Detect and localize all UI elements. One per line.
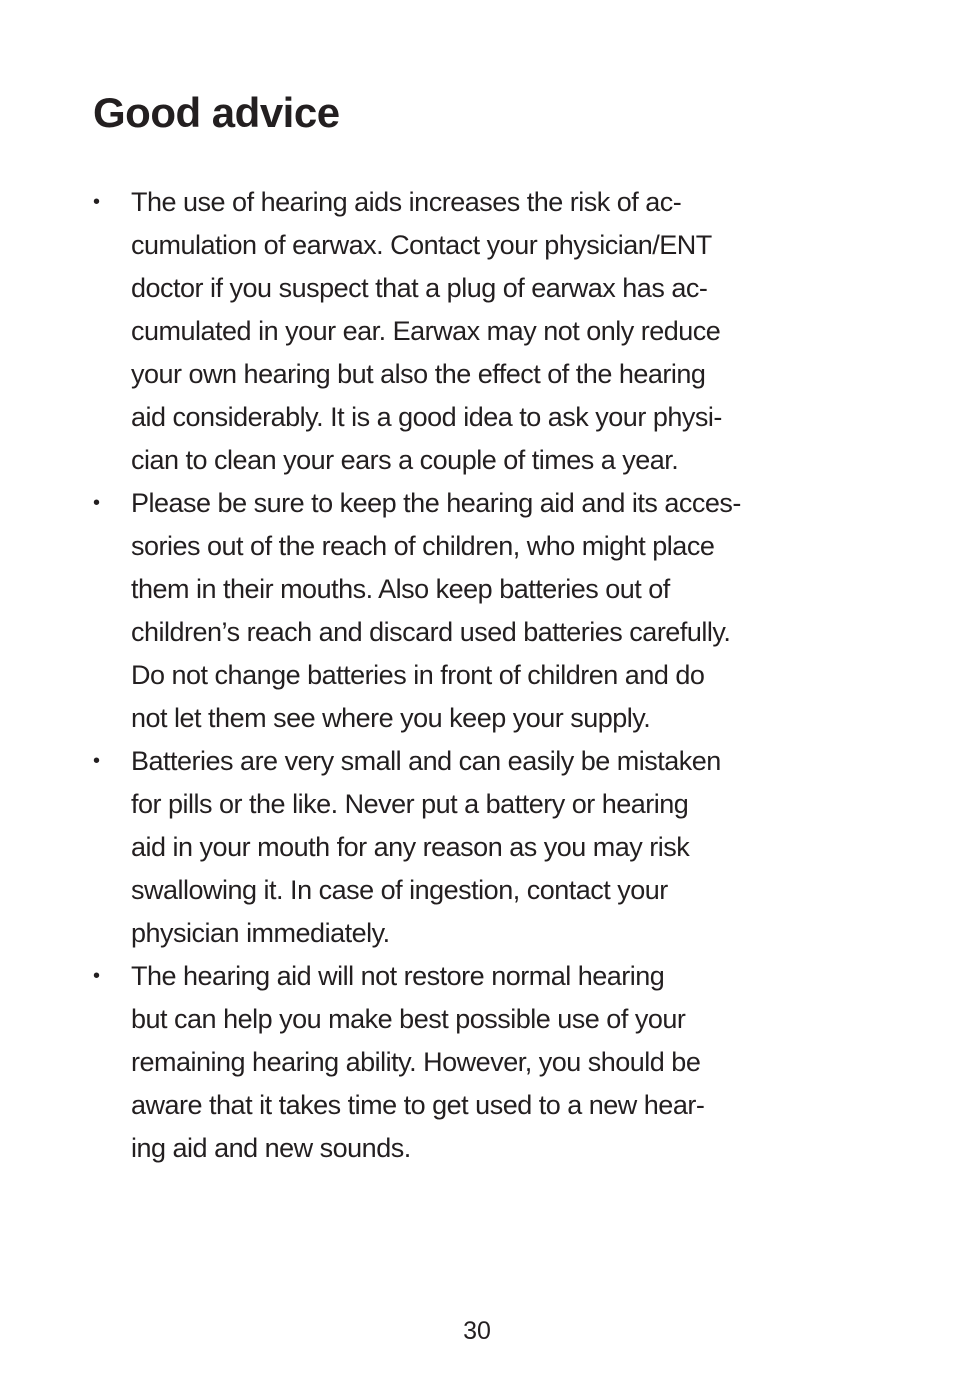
advice-item-batteries (93, 740, 853, 955)
advice-line: Batteries are very small and can easily be mistaken (131, 746, 721, 776)
advice-line: sories out of the reach of children, who might place (131, 531, 715, 561)
bullet-icon: • (93, 492, 101, 514)
advice-line: doctor if you suspect that a plug of earwax has ac- (131, 273, 708, 303)
advice-line: Do not change batteries in front of children and do (131, 660, 705, 690)
advice-line: your own hearing but also the effect of the hearing (131, 359, 706, 389)
advice-line: Please be sure to keep the hearing aid and its acces- (131, 488, 741, 518)
advice-line: The hearing aid will not restore normal hearing (131, 961, 665, 991)
advice-line: The use of hearing aids increases the risk of ac- (131, 187, 682, 217)
advice-line: cumulation of earwax. Contact your physician/ENT (131, 230, 712, 260)
advice-line: children’s reach and discard used batteries carefully. (131, 617, 731, 647)
advice-line: physician immediately. (131, 918, 390, 948)
advice-line: but can help you make best possible use of your (131, 1004, 686, 1034)
advice-line: remaining hearing ability. However, you should be (131, 1047, 701, 1077)
advice-list (93, 181, 853, 1170)
advice-line: swallowing it. In case of ingestion, contact your (131, 875, 668, 905)
bullet-icon: • (93, 750, 101, 772)
page-number: 30 (463, 1317, 491, 1345)
advice-line: aid considerably. It is a good idea to ask your physi- (131, 402, 722, 432)
advice-line: not let them see where you keep your supply. (131, 703, 651, 733)
advice-line: aware that it takes time to get used to a new hear- (131, 1090, 705, 1120)
advice-line: for pills or the like. Never put a battery or hearing (131, 789, 689, 819)
advice-line: aid in your mouth for any reason as you may risk (131, 832, 690, 862)
advice-line: ing aid and new sounds. (131, 1133, 411, 1163)
advice-item-earwax (93, 181, 853, 482)
advice-line: cumulated in your ear. Earwax may not only reduce (131, 316, 721, 346)
advice-line: cian to clean your ears a couple of times a year. (131, 445, 679, 475)
advice-item-expectations (93, 955, 853, 1170)
bullet-icon: • (93, 191, 101, 213)
bullet-icon: • (93, 965, 101, 987)
advice-line: them in their mouths. Also keep batteries out of (131, 574, 670, 604)
advice-item-children (93, 482, 853, 740)
page-title: Good advice (93, 89, 340, 136)
